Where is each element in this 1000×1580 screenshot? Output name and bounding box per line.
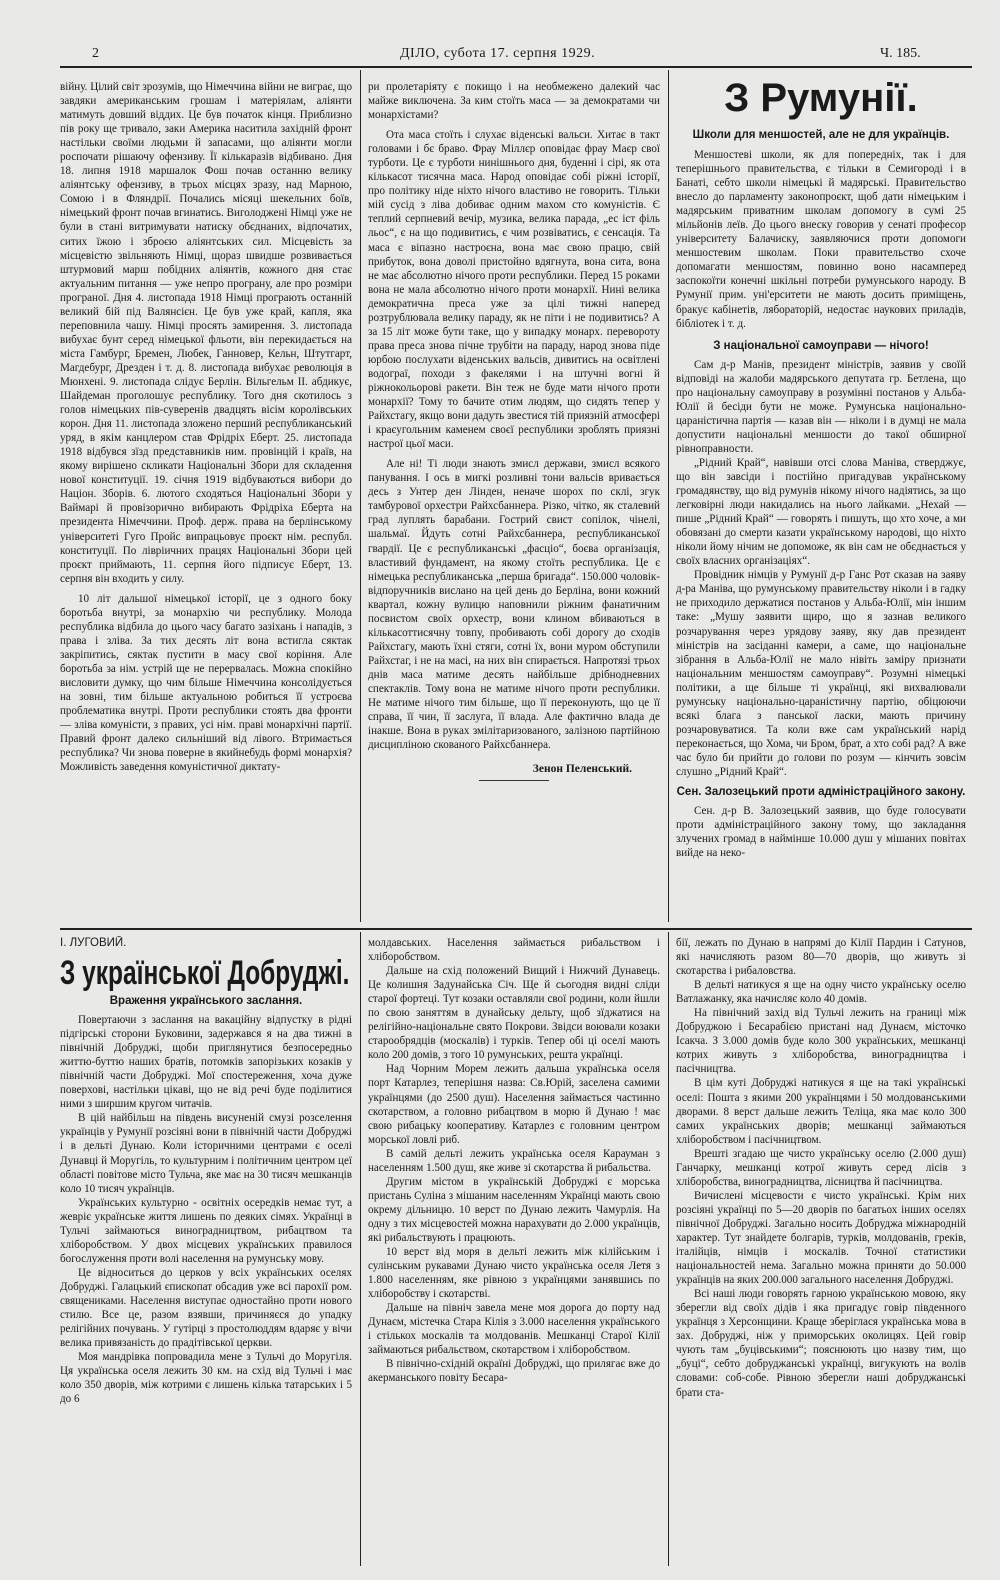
paragraph: Ота маса стоїть і слухає віденські вальси. Хитає в такт головами і бє браво. Фрау Міллєр оповідає фрау Маєр свої турботи. Це є турботи нинішнього дня, буденні і сірі, як ота кількасот тисячна маса. Народ оповідає собі ріжні історії, про політику ніде ніхто нічого властиво не говорить. Тільки мій сусід з ліва добиває одним махом сто комуністів. Є теплий серпневий вечір, музика, велика парада, „ес іст філь льос“, є на що подивитись, є чим розвіватись, є сенсація. Та маса є віпазно настроєна, вона має свою працю, свій прибуток, вона доволі пристойно вдягнута, вона сита, вона не має абсолютно нічого проти республики. Перед 15 роками вона не мала абсолютно нічого проти монархії. Нині велика демократична преса уже за цілі тижні наперед розтрублювала велику параду, як не піти і не подивитись? А за 15 літ може бути таке, що у випадку монарх. перевороту права преса знова пічне трубіти на параду, народ знова піде юрбою послухати віденських вальсів, дивитись на освітлені водограї, походи з факелями і на штучні вогні й ріжнокольорові ракети. Він теж не буде мати нічого проти монархії? Тому то бачите отим людям, що сидять тепер у Райхстагу, якщо вони дадуть звестися тій приязній атмосфері і краєугольним каменем своєї республики зроблять приязні настрої цьої маси. — [368, 129, 660, 451]
dobrudja-title: З української Добруджі. — [60, 954, 350, 993]
paragraph: Врешті згадаю ще чисто українську оселю (2.000 душ) Ганчарку, мешканці котрої живуть серед лісів з хліборобства, виноградництва, лісництва й пасічництва. — [676, 1147, 966, 1188]
section-rule — [60, 928, 972, 930]
paragraph: 10 верст від моря в дельті лежить між кілійським і сулінським рукавами Дунаю чисто українська оселя Летя з 1.800 населенням, яке рівною з українцями занявшись по хліборобству і скотарстві. — [368, 1246, 660, 1301]
column-divider — [360, 70, 361, 922]
paragraph: Меншостеві школи, як для попередніх, так і для теперішнього правительства, є тільки в Семигороді і в Банаті, себто школи німецькі й мадярські. Правительство внесло до парламенту законопроєкт, щоб дати німецьким і мадярським приватним школам допомогу в сумі 25 мільйонів леїв. До цього внеску говорив у сенаті професор університету Балачиску, заявляючися проти допомоги меншостевим школам. Поки правительство схоче допомагати меншостям, повинно воно насамперед заспокоїти конечні шкільні потреби румунського народу. В Румунії прим. уні'ерситети не мають досить приміщень, бракує кабінетів, лябораторій, недостає наукових приладів, бібліотек і т. д. — [676, 149, 966, 330]
paragraph: „Рідний Край“, навівши отсі слова Маніва, стверджує, що він завсіди і постійно пригадував українському громадянству, що від румунів нікому нічого надіятись, за що легковірні люди накидались на нього лайками. „Нехай — пише „Рідний Край“ — говорять і пишуть, що хто хоче, а ми обовязані до смерти казати українському народові, що ніхто ніколи йому нічим не допоможе, як він сам не обєднається у своїх власних організаціях“. — [676, 456, 966, 568]
paragraph: Моя мандрівка попровадила мене з Тульчі до Моругіля. Ця українська оселя лежить 30 км. на схід від Тульчі і має коло 350 дворів, між котрими є лишень кілька татарських і 5 до 6 — [60, 1351, 352, 1406]
romania-column — [676, 74, 966, 922]
masthead: ДІЛО, субота 17. серпня 1929. — [400, 46, 596, 61]
article-signature: Зенон Пеленський. — [532, 763, 632, 776]
dobrudja-column-2 — [368, 936, 660, 1566]
paragraph: На північний захід від Тульчі лежить на границі між Добруджою і Бесарабією пристані над Дунаєм, місточко Ісакча. З 3.000 домів буде коло 300 українських, мешканці котрих живуть з хліборобства, виноградництва і пасічництва. — [676, 1007, 966, 1076]
header-rule — [60, 66, 972, 68]
issue-number: Ч. 185. — [880, 46, 921, 61]
romania-subheading-schools: Школи для меншостей, але не для українців. — [692, 129, 950, 141]
paragraph: В цій найбільш на південь висуненій смузі розселення українців у Румунії розсіяні вони в північній части Добруджі і в дельті Дунаю. Коли історичними центрами є оселі Дунавці й Моругіль, то культурним і політичним центром цеї області повітове місто Тульча, яке має на 30 тисяч мешканців коло 10 тисяч українців. — [60, 1112, 352, 1195]
top-article-column-2 — [368, 80, 660, 922]
paragraph: Другим містом в українській Добруджі є морська пристань Суліна з мішаним населенням Українці мають свою окрему дільницю. 10 верст по Дунаю лежить Чамурлія. На одну з тих місцевостей можна нарахувати до 2.000 українців, які рибальствують і працюють. — [368, 1175, 660, 1244]
romania-title: З Румунії. — [724, 76, 918, 120]
paragraph: В північно-східній окраїні Добруджі, що прилягає вже до акерманського повіту Бесара- — [368, 1358, 660, 1385]
paragraph: В дельті натикуся я ще на одну чисто українську оселю Ватлажанку, яка начисляє коло 40 домів. — [676, 979, 966, 1006]
paragraph: Сам д-р Манів, президент міністрів, заявив у своїй відповіді на жалоби мадярського депутата гр. Бетлена, що про національну самоуправу в розумінні постанов у Альба-Юлії й бесіди бути не може. Румунська національно-цараністична партія — казав він — ніколи і в думці не мала допустити національні меншости до такої обширної рівноправности. — [676, 358, 966, 455]
paragraph: В цім куті Добруджі натикуся я ще на такі українські оселі: Пошта з якими 200 українцями і 50 молдованськими дворами. 8 верст дальше лежить Теліца, яка має коло 300 самих українських дворів; мешканці займаються хліборобством і пасічництвом. — [676, 1077, 966, 1146]
romania-subheading-zalozetsky: Сен. Залозецький проти адміністраційного закону. — [676, 786, 966, 799]
page-header — [60, 46, 972, 66]
paragraph: В самій дельті лежить українська оселя Карауман з населенням 1.500 душ, яке живе зі скотарства й рибальства. — [368, 1147, 660, 1174]
column-divider — [668, 70, 669, 922]
paragraph: Але ні! Ті люди знають змисл держави, змисл всякого панування. І ось в мигкі розливні тони вальсів вривається десь з Унтер ден Лінден, неначе шорох по склі, згук тамбурової орхестри Райхсбаннера. Різко, чітко, як сталевий град луплять барабани. Гострий свист сопілок, чінелі, шальмаї. Йдуть сотні Райхсбаннера, республиканської гвардії. Це є республиканські „фасціо“, боєва організація, властивий фундамент, на якому стоїть республика. Це є німецька республиканська „перша бригада“. 150.000 чоловік-відпоручників вислано на цей день до Берліна, вони кожний квартал, кожну вулицю наповнили ріжним фанатичним посвистом своїх орхестр, вони клином вбиваються в кількасоттисячну товпу, пробивають собі дорогу до сходів Райхстагу, мають їхні стяги, сотні їх, вони муром обступили Райхстаг, і не на масі, на них він спирається. Напротязі трьох днів маса матиме десять найбільше дрібнодневних спектаклів. Тому вона не матиме нічого проти республики. Не матиме нічого тим більше, що її переконують, що це її справа, її чин, її заслуга, її влада. Але фактично влада де інакше. Вона в руках змілітаризованого, залізною партійною дисципліною скованого Райхсбаннера. — [368, 458, 660, 752]
paragraph: Дальше на північ завела мене моя дорога до порту над Дунаєм, містечка Стара Кілія з 3.000 населення українського і стількох москалів та молдованів. Мешканці Старої Кілії займаються рибальством, скотарством і хліборобством. — [368, 1302, 660, 1357]
signature-rule — [479, 780, 549, 781]
page-number: 2 — [92, 46, 99, 61]
paragraph: Це відноситься до церков у всіх українських оселях Добруджі. Галацький єпископат обсадив уже всі парохії ром. священиками. Населення виступає одностайно проти нового стилю. Все це, разом взявши, причиняєся до упадку релігійних почувань. У гутірці з простолюддям вдаряє у вічи велика привязаність до прадітівської церкви. — [60, 1266, 352, 1350]
paragraph: Всі наші люди говорять гарною українською мовою, яку зберегли від своїх дідів і яка пригадує говір південного українця з Херсонщини. Краще зберіглася українська мова в зах. Добруджі, ніж у приморських околицях. Цей говір чують там „буцівськими“; пояснюють цю назву тим, що „буці“, себто добруджанські українці, вигукують на волів словами: соб-собе. Рівною зберегли наші добруджанські брати ста- — [676, 1288, 966, 1399]
paragraph: Вичислені місцевости є чисто українські. Крім них розсіяні українці по 5—20 дворів по багатьох інших оселях північної Добруджі. Загально носить Добруджа міжнародній характер. Тут знайдете болгарів, турків, молдованів, греків, італійців, німців і москалів. Точної статистики національностей нема. Загально можна приняти до 50.000 українців на яких 200.000 загального населення Добруджі. — [676, 1189, 966, 1287]
paragraph: бії, лежать по Дунаю в напрямі до Кілії Пардин і Сатунов, які начисляють разом 80—70 дворів, що живуть зі скотарства і рибаловства. — [676, 937, 966, 978]
paragraph: молдавських. Населення займається рибальством і хліборобством. — [368, 937, 660, 964]
paragraph: Дальше на схід положений Вищий і Нижчий Дунавець. Це колишня Задунайська Січ. Ще й сьогодня видні сліди старої фортеці. Тут козаки оставляли свої родини, коли йшли по свою заняттям в дунайську дельту, щоб зїджатися на релігійно-національне свято Покрови. Звідси воювали козаки старообрядців (москалів) і турків. Тепер обі ці оселі мають коло 200 домів, з того 10 румунських, решта українці. — [368, 965, 660, 1062]
paragraph: 10 літ дальшої німецької історії, це з одного боку боротьба внутрі, за монархію чи республику. Молода республика відбила до цього часу багато зазіхань і нападів, з права і зліва. За тих десять літ вона встигла сяктак закріпитись, сяктак пустити в масу свої коріння. Але боротьба за нім. устрій ще не перервалась. Можна спокійно висловити думку, що чим більше Німеччина консолідується на зовні, тим більше актуальною робиться її устроєва проблематика внутрі. Проти республики стоять два фронти — зліва комуністи, з правих, усі нім. праві монархічні партії. Правий фронт далеко сильніший від лівого. Втримається республика? Чи знова поверне в якийнебудь формі монархія? Можливість заведення комуністичної диктату- — [60, 592, 352, 774]
paragraph: ри пролетаріяту є покищо і на необмежено далекий час майже виключена. За ким стоїть маса — за демократами чи монархістами? — [368, 81, 660, 122]
paragraph: Українських культурно - освітніх осередків немає тут, а жевріє українське життя лишень по деяких сімях. Українці в Тульчі займаються виноградництвом, рибацтвом та хліборобством. У двох місцевих українських правилося богослуження проти волі населення на румунську мову. — [60, 1196, 352, 1265]
paragraph: Провідник німців у Румунії д-р Ганс Рот сказав на заяву д-ра Маніва, що румунському правительству ніколи і в гадку не приходило держатися постанов у Альба-Юлії, мін іншим таке: „Мушу заявити щиро, що я зазнав великого розчарування через урядову заяву, яку дав президент міністрів на засіданні камери, а саме, що національне зібрання в Альба-Юлії не мало нівіть заміру признати національним меншостям самоуправу“. Розумні німецькі політики, а ще більше ті українці, які вихвалювали румунську національно-цараністичну партію, обіцюючи всякі блага з панської ласки, мають причину розчаровуватися. Та коли вже сам український нарід переконається, що Хома, чи Бром, брат, а хто собі рад? А вже час було би прийти до голови по розум — кінчить зовсім слушно „Рідний Край“. — [676, 569, 966, 778]
paragraph: війну. Цілий світ зрозумів, що Німеччина війни не виграє, що завдяки американським грошам і матеріялам, аліянти матимуть довший віддих. Це був початок кінця. Приблизно пів року ще тривало, заки Америка наситила західній фронт настільки своїми людьми й запасами, що аліянти могли роспочати рішаючу офензиву. Її кількаразів відбивано. Дня 18. липня 1918 маршалок Фош почав останню велику аліянтську офензиву, в трьох місцях зразу, над Марною, Сомою і в Фляндрії. Почались місяці шекельних боїв, німецький фронт почав вгинатись. Виголоджені Німці уже не були в стані витримувати натиску обєднаних, відпочатих, ситих їжою і зброєю аліянтських сил. Місцевість за місцевістю звільняють Німці, щораз швидше розвивається штурмовий марш побідних аліянтів, кожного дня стає актуальним питання — уже непро програну, але про розміри програної. Дня 4. листопада 1918 Німці програють останній великий бій під Валянсієн. Це був уже край, капля, яка переповнила чашу. Німці просять замирення. 3. листопада вибухає бунт серед німецької фльоти, він перекидається на міста Гамбург, Бремен, Любек, Ганновер, Кельн, Штутгарт, Магдебург, Дрезден і т. д. 8. листопада вибухає революція в Мюнхені. 9. листопада слідує Берлін. Вільгельм II. абдикує, Шайдеман проголошує республику. Того дня скотилось з голов німецьких пів-суверенів двадцять вісім королівських корон. Дня 11. листопада зложено перший республиканський уряд, в якім канцлером став Фрідріх Еберт. 25. листопада 1918 відбувся зїзд представників ним. провінцій і країв, на якому вирішено скликати Національні Збори для складення нової конституції. 19. січня 1919 відбуваються вибори до Націон. Зборів. 6. лютого сходяться Національні Збори у Ваймарі й провізорично вибирають Фрідріха Еберта на президента Німеччини. Проф. держ. права на берлінському університеті Гуго Пройс випрацьовує проєкт нім. республ. конституції. По лівріичних працях Національні Збори цей проєкт приймають, 11. серпня його підписує Еберт, 13. серпня він входить у силу. — [60, 81, 352, 585]
paragraph: Повертаючи з заслання на вакаційну відпустку в рідні підгірські сторони Буковини, задержався я на два тижні в північній Добруджі, щоби приглянутися безпосередньо життю-буттю наших братів, потомків запорізьких козаків у північній части Добруджі. Мої спостереження, хоча дуже поверхові, настільки цікаві, що не від речі буде поділитися ними з ширшим кругом читачів. — [60, 1014, 352, 1111]
dobrudja-column-3 — [676, 936, 966, 1566]
paragraph: Над Чорним Морем лежить дальша українська оселя порт Катарлез, теперішня назва: Св.Юрій, заселена самими українцями (до 2500 душ). Населення займається частинно скотарством, а головно рибацтвом в морю й Дунаю ! має свою рибацьку кооперативу. Катарлез є головним центром морської ловлі риб. — [368, 1063, 660, 1146]
column-divider — [360, 932, 361, 1566]
column-divider — [668, 932, 669, 1566]
top-article-column-1 — [60, 80, 352, 922]
article-author: І. ЛУГОВИЙ. — [60, 937, 127, 949]
dobrudja-column-1 — [60, 936, 352, 1566]
dobrudja-subtitle: Враження українського заслання. — [109, 995, 303, 1008]
paragraph: Сен. д-р В. Залозецький заявив, що буде голосувати проти адміністраційного закону тому, що закладання злучених громад в наймінше 10.000 душ у мішаних повітах вийде на неко- — [676, 805, 966, 860]
romania-subheading-selfgovernment: З національної самоуправи — нічого! — [713, 339, 929, 352]
